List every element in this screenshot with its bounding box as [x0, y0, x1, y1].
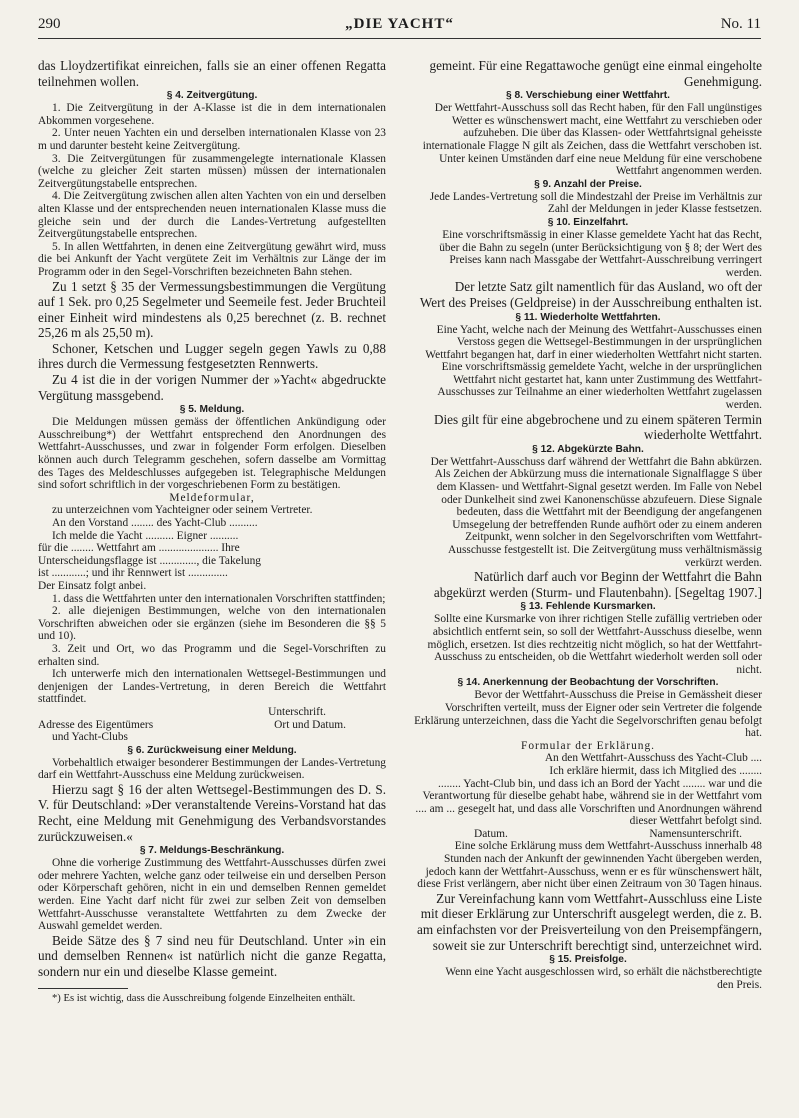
- form-signature: Unterschrift.: [268, 705, 326, 718]
- page-header: [38, 14, 761, 38]
- form-line: zu unterzeichnen vom Yachteigner oder seinem Vertreter.: [52, 504, 313, 517]
- header-rule: [38, 38, 761, 39]
- section-heading: § 7. Meldungs-Beschränkung.: [139, 845, 285, 857]
- form-line: ist ............; und ihr Rennwert ist ..............: [38, 567, 228, 580]
- form-line: An den Wettfahrt-Ausschuss des Yacht-Club ....: [544, 752, 762, 765]
- form-title: Formular der Erklärung.: [520, 739, 656, 752]
- paragraph: Die Meldungen müssen gemäss der öffentlichen Ankündigung oder Ausschreibung*) der Wettfahrt entsprechend den Anordnungen des Wettfahrt-Ausschusses, und zwar in folgender Form erfolgen. Dieselben können auch durch Telegramm geschehen, sofern dasselbe am Vormittag des Tages des Meldeschlusses aufgegeben ist. Telegraphische Meldungen sind sofort schriftlich in der vorgeschriebenen Form zu bestätigen.: [38, 416, 386, 492]
- paragraph: Eine vorschriftsmässig in einer Klasse gemeldete Yacht hat das Recht, über die Bahn zu segeln (unter Berücksichtigung von § 8; der Wert des Preises kann nach Massgabe der Wettfahrt-Ausschreibung verringert werden.: [439, 228, 762, 279]
- form-line: Ich erkläre hiermit, dass ich Mitglied des ........: [549, 764, 762, 777]
- form-line: Der Einsatz folgt anbei.: [38, 579, 147, 592]
- paragraph: Eine solche Erklärung muss dem Wettfahrt-Ausschuss innerhalb 48 Stunden nach der Ankunft der gewinnenden Yacht übergeben werden, jedoch kann der Wettfahrt-Ausschuss, wenn er es für wünschenswert hält, diese Frist verlängern, aber nicht über einen Zeitraum von 30 Tagen hinaus.: [417, 840, 762, 891]
- form-date: Datum.: [474, 827, 508, 840]
- paragraph: Ohne die vorherige Zustimmung des Wettfahrt-Ausschusses dürfen zwei oder mehrere Yachten, welche ganz oder teilweise ein und derselben Person oder Körperschaft gehören, nicht in ein und demselben Rennen gemeldet werden. Eine Yacht darf nicht für zwei zur selben Zeit von demselben Wettfahrt-Ausschusse veranstaltete Wettfahrten zu dem Zwecke der Auswahl gemeldet werden.: [38, 857, 386, 933]
- paragraph: Wenn eine Yacht ausgeschlossen wird, so erhält die nächstberechtigte den Preis.: [445, 966, 762, 991]
- commentary: Beide Sätze des § 7 sind neu für Deutschland. Unter »in ein und demselben Rennen« ist natürlich nicht die ganze Regatta, sondern nur ein und dieselbe Klasse gemeint.: [38, 932, 386, 979]
- form-line: Ich melde die Yacht .......... Eigner ..........: [52, 529, 239, 542]
- form-title: Meldeformular,: [169, 491, 255, 504]
- commentary: Zu 1 setzt § 35 der Vermessungsbestimmungen die Vergütung auf 1 Sek. pro 0,25 Segelmeter und Seemeile fest. Jeder Bruchteil einer Einheit wird mindestens als 0,25 berechnet (z. B. rechnet 25,26 m als 25,50 m).: [38, 278, 386, 341]
- section-heading: § 4. Zeitvergütung.: [166, 90, 258, 102]
- issue-number: No. 11: [720, 16, 761, 32]
- paragraph: Unter keinen Umständen darf eine neue Meldung für eine verschobene Wettfahrt angenommen werden.: [439, 152, 762, 178]
- commentary: Hierzu sagt § 16 der alten Wettsegel-Bestimmungen des D. S. V. für Deutschland: »Der veranstaltende Vereins-Vorstand hat das Recht, eine Meldung mit Genehmigung des Verbandsvorstandes zurückzuweisen.«: [38, 781, 386, 844]
- paragraph: 2. Unter neuen Yachten ein und derselben internationalen Klasse von 23 m und darunter besteht keine Zeitvergütung.: [38, 127, 386, 152]
- page-number: 290: [38, 16, 61, 32]
- form-line: 2. alle diejenigen Bestimmungen, welche von den internationalen Vorschriften abweichen oder sie ergänzen (siehe im Besonderen die §§ 5 und 10).: [38, 605, 386, 643]
- form-line: für die ........ Wettfahrt am ..................... Ihre: [38, 542, 240, 555]
- footnote: *) Es ist wichtig, dass die Ausschreibung folgende Einzelheiten enthält.: [52, 992, 356, 1004]
- commentary: Der letzte Satz gilt namentlich für das Ausland, wo oft der Wert des Preises (Geldpreise) in der Ausschreibung enthalten ist.: [419, 279, 762, 310]
- section-heading: § 9. Anzahl der Preise.: [534, 178, 642, 190]
- paragraph: Bevor der Wettfahrt-Ausschuss die Preise in Gemässheit dieser Vorschriften verteilt, muss der Eigner oder sein Vertreter die folgende Erklärung unterzeichnen, dass die Yacht die Segelvorschriften genau befolgt hat.: [414, 689, 762, 740]
- section-heading: § 6. Zurückweisung einer Meldung.: [127, 744, 297, 756]
- form-signature-row: [414, 828, 762, 841]
- paragraph: Der Wettfahrt-Ausschuss darf während der Wettfahrt die Bahn abkürzen. Als Zeichen der Abkürzung muss die internationale Signalflagge S über dem Klassen- und Wettfahrt-Signal gesetzt werden. Im Falle von Nebel oder Dunkelheit sind zwei Kanonenschüsse abzufeuern. Diese Signale bedeuten, dass die Wettfahrt mit der Beendigung der angefangenen Umsegelung der betreffenden Runde aufhört oder zu einem anderen Zeitpunkt, wenn solcher in den Segelvorschriften vom Wettfahrt-Ausschusse festgestellt ist. Die Zeitvergütung muss verhältnismässig verkürzt werden.: [430, 455, 762, 569]
- commentary: Natürlich darf auch vor Beginn der Wettfahrt die Bahn abgekürzt werden (Sturm- und Flautenbahn). [Segeltag 1907.]: [433, 569, 762, 600]
- paragraph: 1. Die Zeitvergütung in der A-Klasse ist die in dem internationalen Abkommen vorgesehene.: [38, 102, 386, 127]
- form-address: Adresse des Eigentümers: [38, 718, 154, 731]
- commentary: Zu 4 ist die in der vorigen Nummer der »Yacht« abgedruckte Vergütung massgebend.: [38, 372, 386, 403]
- right-column: [414, 58, 762, 991]
- section-heading: § 10. Einzelfahrt.: [547, 216, 629, 228]
- form-line: ........ Yacht-Club bin, und dass ich an Bord der Yacht ........ war und die Verantwortung für dieselbe gehabt habe, während sie in der Wettfahrt vom .... am ... gesegelt hat, und dass alle Vorschriften und Anordnungen während dieser Wettfahrt befolgt sind.: [415, 777, 762, 828]
- paragraph: Sollte eine Kursmarke von ihrer richtigen Stelle zufällig vertrieben oder absichtlich entfernt sein, so soll der Wettfahrt-Ausschuss dieselbe, wenn möglich, ersetzen. Ist dies rechtzeitig nicht möglich, so hat der Wettfahrt-Ausschuss zu entscheiden, ob die Wettfahrt wiederholt werden soll oder nicht.: [427, 613, 762, 676]
- section-heading: § 13. Fehlende Kursmarken.: [520, 601, 656, 613]
- footnote-rule: [38, 988, 128, 989]
- form-line: Unterscheidungsflagge ist ............., die Takelung: [38, 554, 261, 567]
- form-line: 3. Zeit und Ort, wo das Programm und die Segel-Vorschriften zu erhalten sind.: [38, 642, 386, 668]
- form-line: und Yacht-Clubs: [52, 731, 128, 744]
- section-heading: § 12. Abgekürzte Bahn.: [532, 443, 644, 455]
- form-signature: Namensunterschrift.: [649, 827, 742, 840]
- form-line: Ich unterwerfe mich den internationalen Wettsegel-Bestimmungen und denjenigen der Landes-Vertretung, in deren Bereich die Wettfahrt stattfindet.: [38, 668, 386, 706]
- commentary: Dies gilt für eine abgebrochene und zu einem späteren Termin wiederholte Wettfahrt.: [433, 411, 762, 443]
- form-place-date: Ort und Datum.: [274, 718, 346, 731]
- paragraph: Vorbehaltlich etwaiger besonderer Bestimmungen der Landes-Vertretung darf ein Wettfahrt-Ausschuss eine Meldung zurückweisen.: [38, 756, 386, 782]
- section-heading: § 15. Preisfolge.: [549, 954, 627, 966]
- paragraph: gemeint. Für eine Regattawoche genügt eine einmal eingeholte Genehmigung.: [429, 58, 762, 89]
- section-heading: § 5. Meldung.: [179, 404, 245, 416]
- paragraph: Jede Landes-Vertretung soll die Mindestzahl der Preise im Verhältnis zur Zahl der Meldungen in jeder Klasse festsetzen.: [429, 190, 762, 216]
- section-heading: § 11. Wiederholte Wettfahrten.: [515, 311, 661, 323]
- form-line: An den Vorstand ........ des Yacht-Club ..........: [52, 517, 258, 529]
- form-address-row: [38, 719, 386, 732]
- paragraph: 5. In allen Wettfahrten, in denen eine Zeitvergütung gewährt wird, muss die bei Ankunft der Yacht vergütete Zeit im Verhältnis zur Länge der im Programm oder in den Segel-Vorschriften bezeichneten Bahn stehen.: [38, 240, 386, 278]
- paragraph: Eine Yacht, welche nach der Meinung des Wettfahrt-Ausschusses einen Verstoss gegen die Wettsegel-Bestimmungen in der ursprünglichen Wettfahrt begangen hat, darf in einer wiederholten Wettfahrt nicht starten.: [425, 323, 762, 361]
- commentary: Schoner, Ketschen und Lugger segeln gegen Yawls zu 0,88 ihres durch die Vermessung festgesetzten Rennwerts.: [38, 340, 386, 372]
- journal-title: „DIE YACHT“: [345, 16, 454, 32]
- commentary: Zur Vereinfachung kann vom Wettfahrt-Ausschluss eine Liste mit dieser Erklärung zur Unterschrift ausgelegt werden, die z. B. am einfachsten vor der Preisverteilung von den Preisempfängern, soweit sie zur Unterschrift berechtigt sind, unterzeichnet wird.: [417, 890, 762, 953]
- paragraph: das Lloydzertifikat einreichen, falls sie an einer offenen Regatta teilnehmen wollen.: [38, 58, 386, 89]
- form-line: 1. dass die Wettfahrten unter den internationalen Vorschriften stattfinden;: [52, 592, 386, 605]
- paragraph: 3. Die Zeitvergütungen für zusammengelegte internationale Klassen (welche zu gleicher Zeit starten müssen) müssen der internationalen Zeitvergütungstabelle entsprechen.: [38, 152, 386, 190]
- left-column: [38, 58, 386, 1005]
- section-heading: § 14. Anerkennung der Beobachtung der Vorschriften.: [457, 677, 719, 689]
- paragraph: Der Wettfahrt-Ausschuss soll das Recht haben, für den Fall ungünstiges Wetter es wünschenswert macht, eine Wettfahrt zu verschieben oder aufzuheben. Die über das Klassen- oder Wettfahrtsignal geheisste internationale Flagge N gilt als Zeichen, dass die Wettfahrt verschoben ist.: [422, 102, 762, 152]
- paragraph: 4. Die Zeitvergütung zwischen allen alten Yachten von ein und derselben alten Klasse und der entsprechenden neuen internationalen Klasse muss die gleiche sein und der durch die Landes-Vertretung aufgestellten Zeitvergütungstabelle entsprechen.: [38, 190, 386, 241]
- section-heading: § 8. Verschiebung einer Wettfahrt.: [506, 90, 670, 102]
- paragraph: Eine vorschriftsmässig gemeldete Yacht, welche in der ursprünglichen Wettfahrt nicht gestartet hat, kann unter Zustimmung des Wettfahrt-Ausschusses zur Teilnahme an einer wiederholten Wettfahrt zugelassen werden.: [437, 361, 762, 412]
